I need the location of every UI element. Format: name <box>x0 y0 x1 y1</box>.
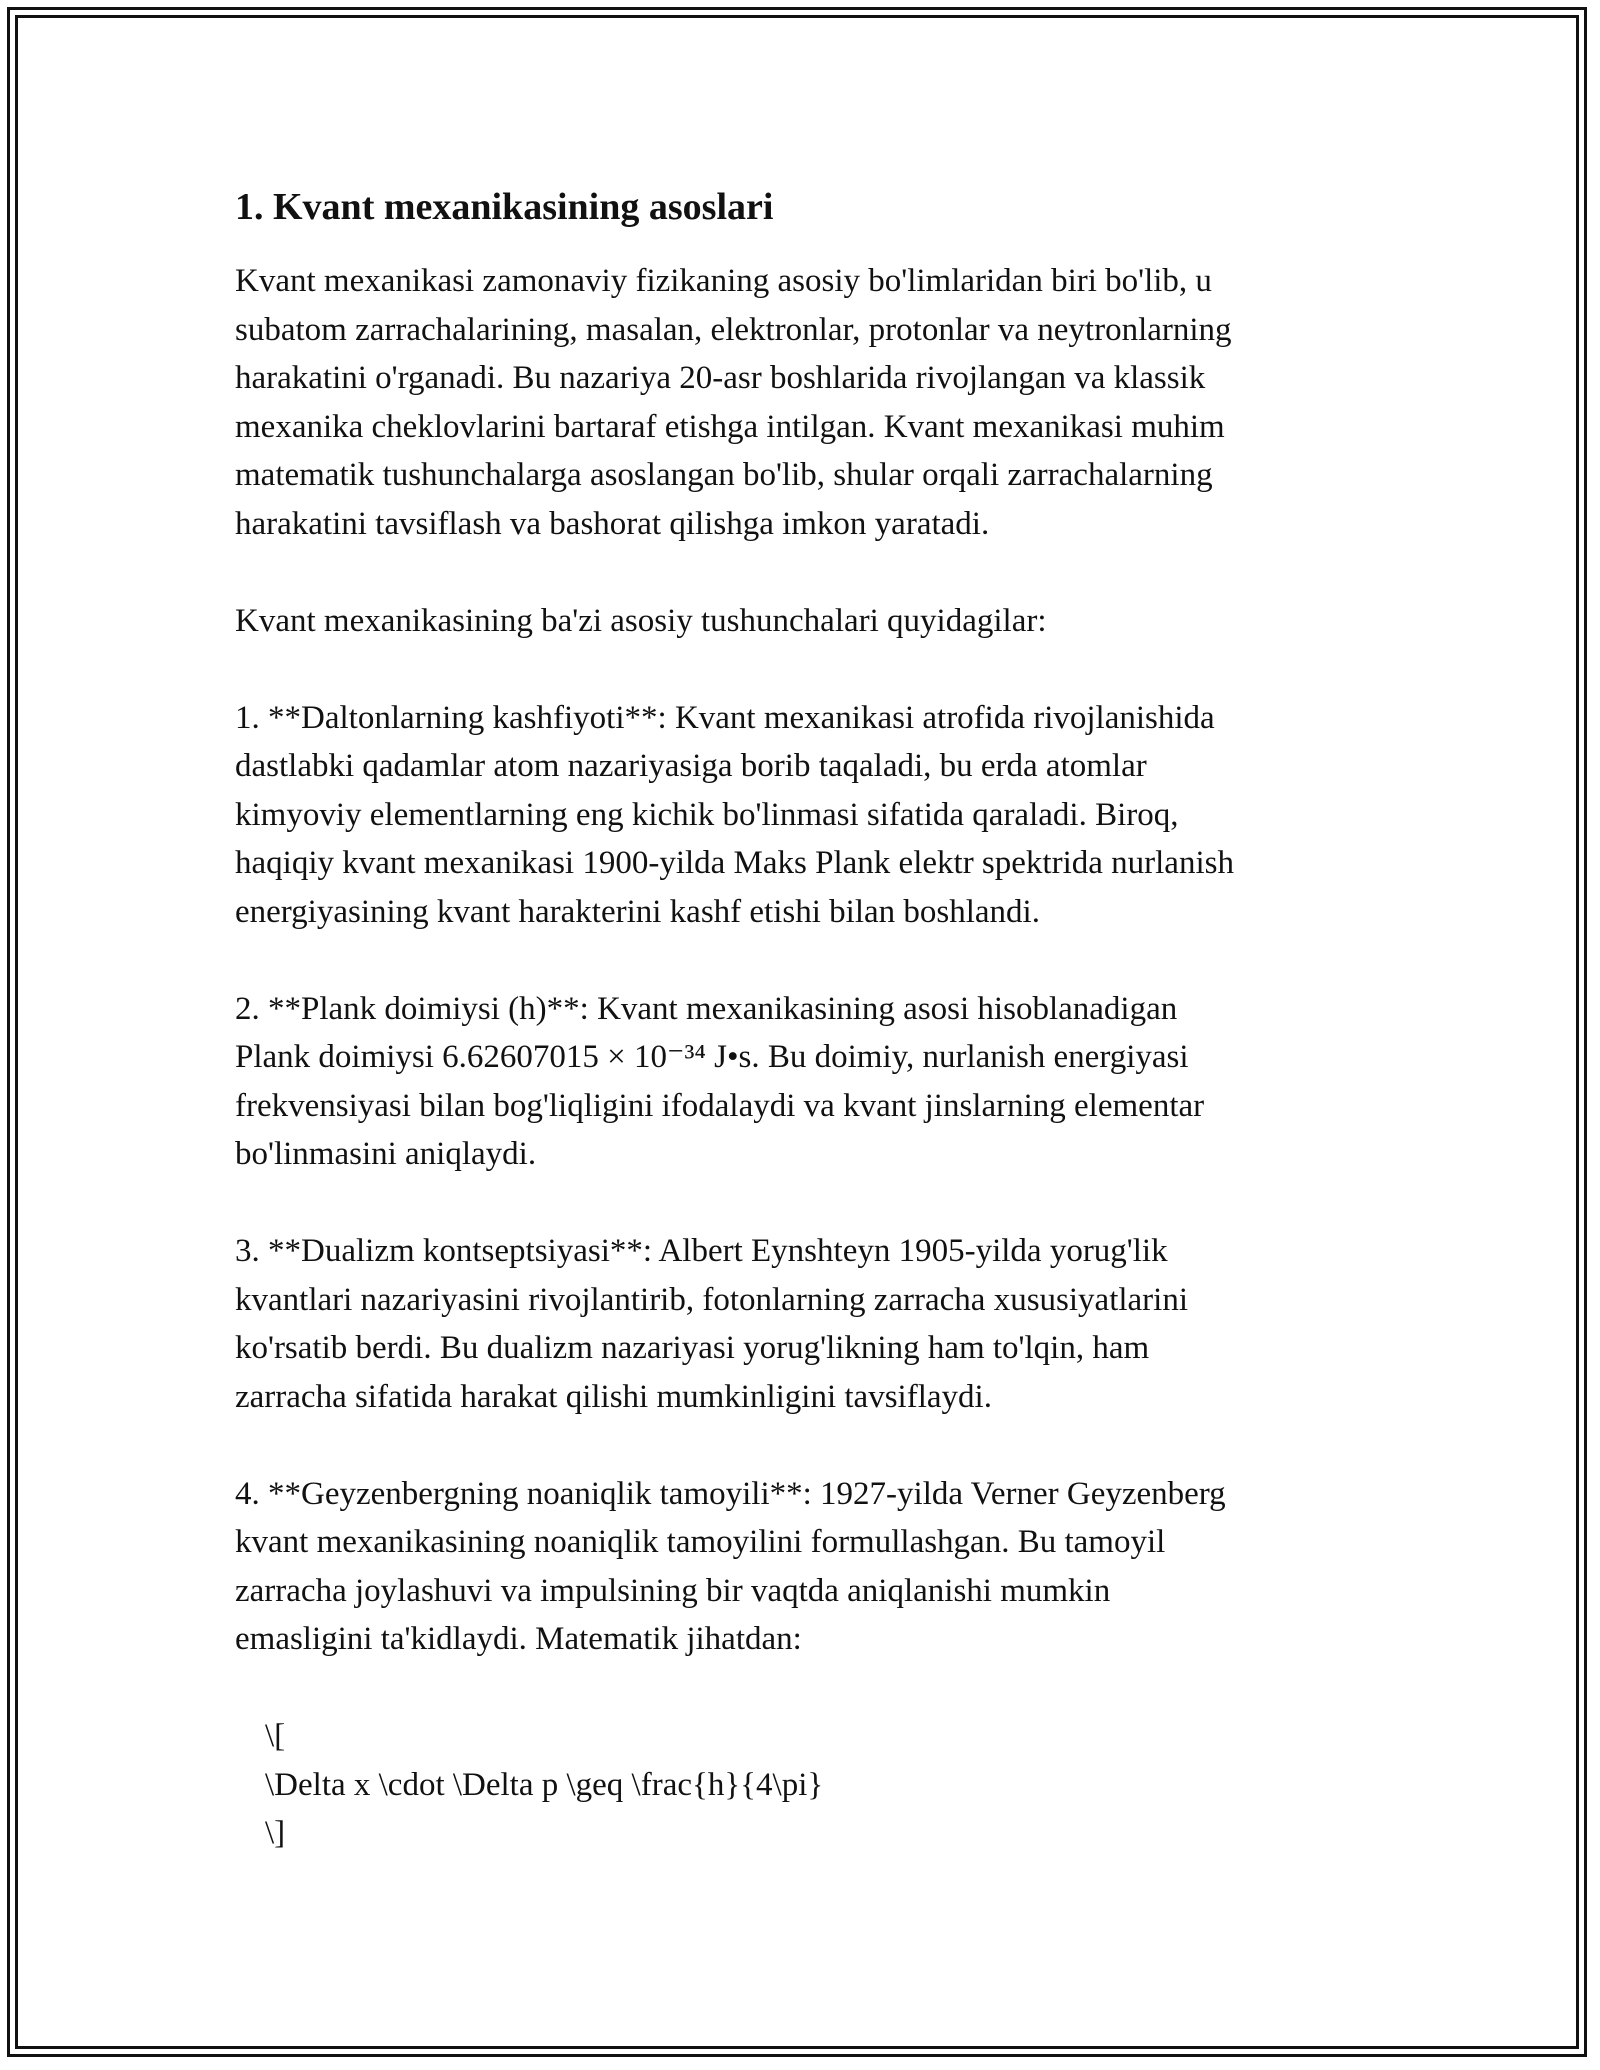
text-line: subatom zarrachalarining, masalan, elektronlar, protonlar va neytronlarning <box>235 311 1232 348</box>
text-line: harakatini o'rganadi. Bu nazariya 20-asr boshlarida rivojlangan va klassik <box>235 360 1206 396</box>
list-item-4 <box>235 1470 1385 1664</box>
text-line: bo'linmasini aniqlaydi. <box>235 1136 537 1172</box>
text-line: kvant mexanikasining noaniqlik tamoyilini formullashgan. Bu tamoyil <box>235 1524 1166 1560</box>
latex-formula-block <box>235 1712 1385 1858</box>
intro-paragraph <box>235 257 1385 548</box>
formula-line: \Delta x \cdot \Delta p \geq \frac{h}{4\pi} <box>265 1766 824 1803</box>
text-line: haqiqiy kvant mexanikasi 1900-yilda Maks Plank elektr spektrida nurlanish <box>235 845 1234 881</box>
text-line: kimyoviy elementlarning eng kichik bo'linmasi sifatida qaraladi. Biroq, <box>235 796 1179 833</box>
document-body <box>235 183 1385 1858</box>
text-line: matematik tushunchalarga asoslangan bo'lib, shular orqali zarrachalarning <box>235 457 1213 493</box>
text-line: Plank doimiysi 6.62607015 × 10⁻³⁴ J•s. Bu doimiy, nurlanish energiyasi <box>235 1039 1189 1075</box>
concepts-intro-paragraph <box>235 597 1385 646</box>
text-line: zarracha sifatida harakat qilishi mumkinligini tavsiflaydi. <box>235 1378 992 1415</box>
text-line: dastlabki qadamlar atom nazariyasiga borib taqaladi, bu erda atomlar <box>235 748 1147 784</box>
list-item-2 <box>235 985 1385 1179</box>
text-line: ko'rsatib berdi. Bu dualizm nazariyasi yorug'likning ham to'lqin, ham <box>235 1330 1150 1366</box>
text-line: emasligini ta'kidlaydi. Matematik jihatdan: <box>235 1621 802 1657</box>
list-item-3 <box>235 1227 1385 1421</box>
section-heading: 1. Kvant mexanikasining asoslari <box>235 186 774 228</box>
formula-line: \[ <box>265 1718 286 1754</box>
text-line: kvantlari nazariyasini rivojlantirib, fotonlarning zarracha xususiyatlarini <box>235 1281 1189 1318</box>
text-line: energiyasining kvant harakterini kashf etishi bilan boshlandi. <box>235 893 1040 930</box>
text-line: zarracha joylashuvi va impulsining bir vaqtda aniqlanishi mumkin <box>235 1572 1111 1609</box>
text-line: Kvant mexanikasining ba'zi asosiy tushunchalari quyidagilar: <box>235 602 1047 639</box>
text-line: frekvensiyasi bilan bog'liqligini ifodalaydi va kvant jinslarning elementar <box>235 1087 1205 1124</box>
text-line: Kvant mexanikasi zamonaviy fizikaning asosiy bo'limlaridan biri bo'lib, u <box>235 263 1212 299</box>
text-line: 3. **Dualizm kontseptsiyasi**: Albert Eynshteyn 1905-yilda yorug'lik <box>235 1233 1168 1269</box>
list-item-1 <box>235 694 1385 937</box>
text-line: mexanika cheklovlarini bartaraf etishga intilgan. Kvant mexanikasi muhim <box>235 408 1225 445</box>
text-line: harakatini tavsiflash va bashorat qilishga imkon yaratadi. <box>235 505 990 542</box>
text-line: 1. **Daltonlarning kashfiyoti**: Kvant mexanikasi atrofida rivojlanishida <box>235 699 1215 736</box>
formula-line: \] <box>265 1815 286 1851</box>
text-line: 2. **Plank doimiysi (h)**: Kvant mexanikasining asosi hisoblanadigan <box>235 990 1178 1027</box>
text-line: 4. **Geyzenbergning noaniqlik tamoyili**: 1927-yilda Verner Geyzenberg <box>235 1475 1226 1512</box>
